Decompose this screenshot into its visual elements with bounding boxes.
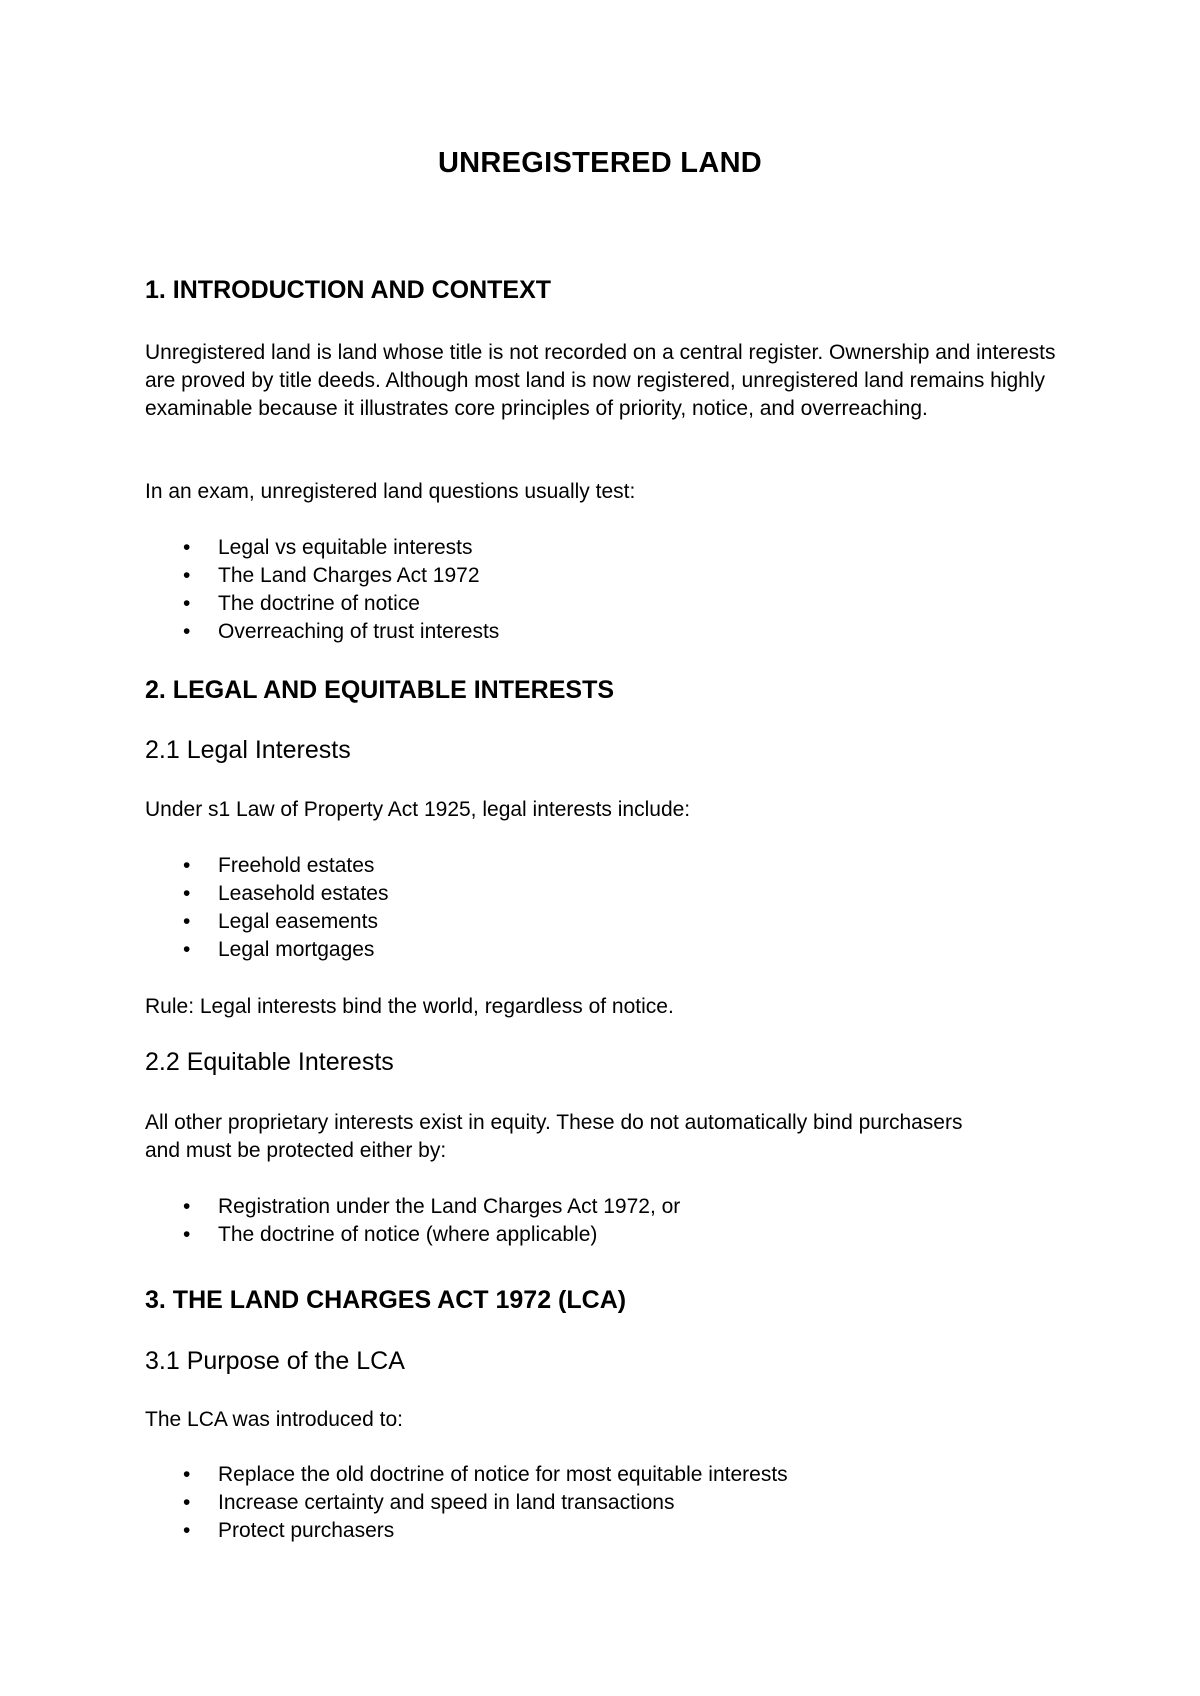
bullet-icon: • xyxy=(183,938,191,961)
bullet-icon: • xyxy=(183,1463,191,1486)
bullet-icon: • xyxy=(183,882,191,905)
section-1-heading: 1. INTRODUCTION AND CONTEXT xyxy=(145,276,552,304)
section-1-paragraph-2: In an exam, unregistered land questions usually test: xyxy=(145,480,636,503)
bullet-icon: • xyxy=(183,592,191,615)
list-item: • Legal mortgages xyxy=(145,936,388,964)
list-item: • Replace the old doctrine of notice for most equitable interests xyxy=(145,1461,788,1489)
bullet-icon: • xyxy=(183,1223,191,1246)
bullet-icon: • xyxy=(183,564,191,587)
list-item: • Leasehold estates xyxy=(145,880,388,908)
list-item: • The doctrine of notice xyxy=(145,590,499,618)
section-2-heading: 2. LEGAL AND EQUITABLE INTERESTS xyxy=(145,676,615,704)
subsection-3-1-bullet-list xyxy=(145,1461,788,1545)
section-1-bullet-list xyxy=(145,534,499,646)
subsection-3-1-heading: 3.1 Purpose of the LCA xyxy=(145,1347,405,1375)
bullet-icon: • xyxy=(183,1195,191,1218)
bullet-icon: • xyxy=(183,1519,191,1542)
subsection-2-1-bullet-list xyxy=(145,852,388,964)
subsection-2-1-rule: Rule: Legal interests bind the world, regardless of notice. xyxy=(145,995,674,1018)
list-item: • The doctrine of notice (where applicable) xyxy=(145,1221,680,1249)
document-title: UNREGISTERED LAND xyxy=(437,147,763,179)
subsection-3-1-intro: The LCA was introduced to: xyxy=(145,1408,403,1431)
bullet-icon: • xyxy=(183,854,191,877)
bullet-icon: • xyxy=(183,910,191,933)
subsection-2-2-bullet-list xyxy=(145,1193,680,1249)
list-item: • Freehold estates xyxy=(145,852,388,880)
list-item: • Legal easements xyxy=(145,908,388,936)
list-item: • Protect purchasers xyxy=(145,1517,788,1545)
subsection-2-1-intro: Under s1 Law of Property Act 1925, legal interests include: xyxy=(145,798,691,821)
subsection-2-1-heading: 2.1 Legal Interests xyxy=(145,736,351,764)
bullet-icon: • xyxy=(183,1491,191,1514)
list-item: • Overreaching of trust interests xyxy=(145,618,499,646)
bullet-icon: • xyxy=(183,620,191,643)
list-item: • The Land Charges Act 1972 xyxy=(145,562,499,590)
section-3-heading: 3. THE LAND CHARGES ACT 1972 (LCA) xyxy=(145,1286,627,1314)
subsection-2-2-heading: 2.2 Equitable Interests xyxy=(145,1048,394,1076)
list-item: • Legal vs equitable interests xyxy=(145,534,499,562)
bullet-icon: • xyxy=(183,536,191,559)
section-1-paragraph-1: Unregistered land is land whose title is not recorded on a central register. Ownership and interests are proved by title deeds. Although most land is now registered, unregistered land remains highly examinable because it illustrates core principles of priority, notice, and overreaching. xyxy=(145,341,1056,420)
list-item: • Registration under the Land Charges Act 1972, or xyxy=(145,1193,680,1221)
list-item: • Increase certainty and speed in land transactions xyxy=(145,1489,788,1517)
subsection-2-2-intro: All other proprietary interests exist in equity. These do not automatically bind purchasers and must be protected either by: xyxy=(145,1111,963,1162)
